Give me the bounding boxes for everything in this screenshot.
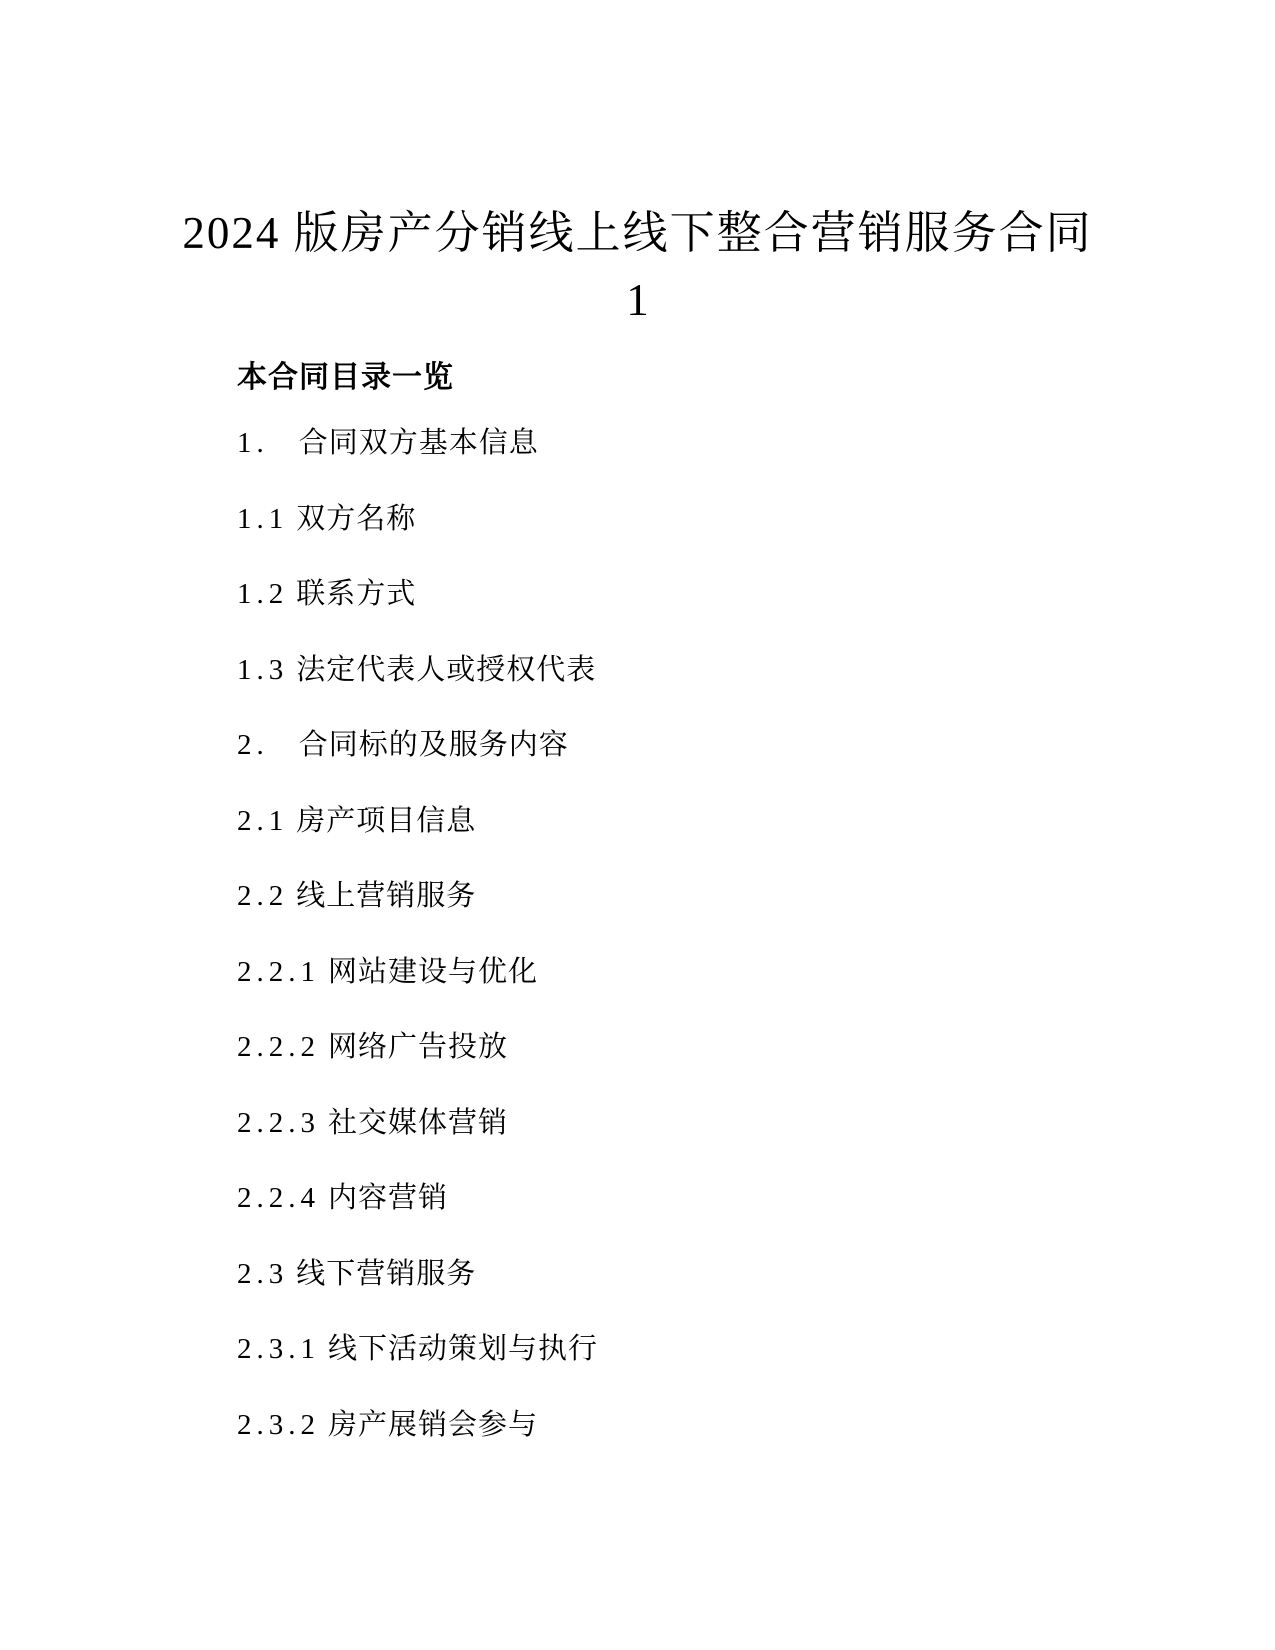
toc-item (237, 784, 1137, 860)
toc-item-number: 1.3 (237, 653, 289, 686)
toc-item (237, 482, 1137, 558)
toc-item (237, 633, 1137, 709)
toc-item-number: 2. (237, 729, 269, 761)
toc-item-label: 联系方式 (296, 578, 417, 610)
toc-item-label: 网络广告投放 (328, 1031, 509, 1063)
toc-item-label: 合同标的及服务内容 (298, 729, 569, 761)
toc-item (237, 935, 1137, 1011)
toc-item-number: 2.2.2 (237, 1031, 320, 1063)
toc-item-label: 社交媒体营销 (328, 1106, 509, 1139)
toc-item-label: 线下活动策划与执行 (328, 1333, 599, 1365)
toc-item-number: 2.2.4 (237, 1182, 320, 1214)
toc-item-label: 法定代表人或授权代表 (296, 653, 597, 686)
toc-item-number: 2.2.3 (237, 1106, 320, 1139)
toc-item-label: 合同双方基本信息 (298, 427, 539, 459)
toc-item-label: 内容营销 (328, 1182, 449, 1214)
toc-list (237, 406, 1137, 1463)
toc-item-number: 2.1 (237, 804, 289, 837)
toc-item (237, 1086, 1137, 1162)
toc-item (237, 1237, 1137, 1313)
toc-item (237, 1161, 1137, 1237)
toc-item (237, 859, 1137, 935)
document-title-number: 1 (626, 275, 649, 325)
toc-item-number: 1.1 (237, 502, 289, 535)
toc-item-number: 2.3.1 (237, 1333, 320, 1365)
toc-item (237, 557, 1137, 633)
toc-item-label: 房产展销会参与 (328, 1408, 539, 1441)
toc-item (237, 1388, 1137, 1464)
toc-item-label: 网站建设与优化 (328, 955, 539, 988)
toc-item (237, 1010, 1137, 1086)
toc-item-label: 线上营销服务 (296, 880, 477, 912)
toc-item-label: 双方名称 (296, 502, 417, 535)
toc-item-number: 1.2 (237, 578, 289, 610)
document-title: 2024 版房产分销线上线下整合营销服务合同 (182, 208, 1093, 258)
toc-item-number: 2.3.2 (237, 1408, 320, 1441)
toc-item-number: 2.2 (237, 880, 289, 912)
toc-item-number: 2.3 (237, 1257, 289, 1290)
toc-header: 本合同目录一览 (237, 361, 454, 394)
toc-item (237, 406, 1137, 482)
toc-item-number: 2.2.1 (237, 955, 320, 988)
toc-item (237, 708, 1137, 784)
toc-item-number: 1. (237, 427, 269, 459)
toc-item-label: 线下营销服务 (296, 1257, 477, 1290)
toc-item (237, 1312, 1137, 1388)
toc-item-label: 房产项目信息 (296, 804, 477, 837)
